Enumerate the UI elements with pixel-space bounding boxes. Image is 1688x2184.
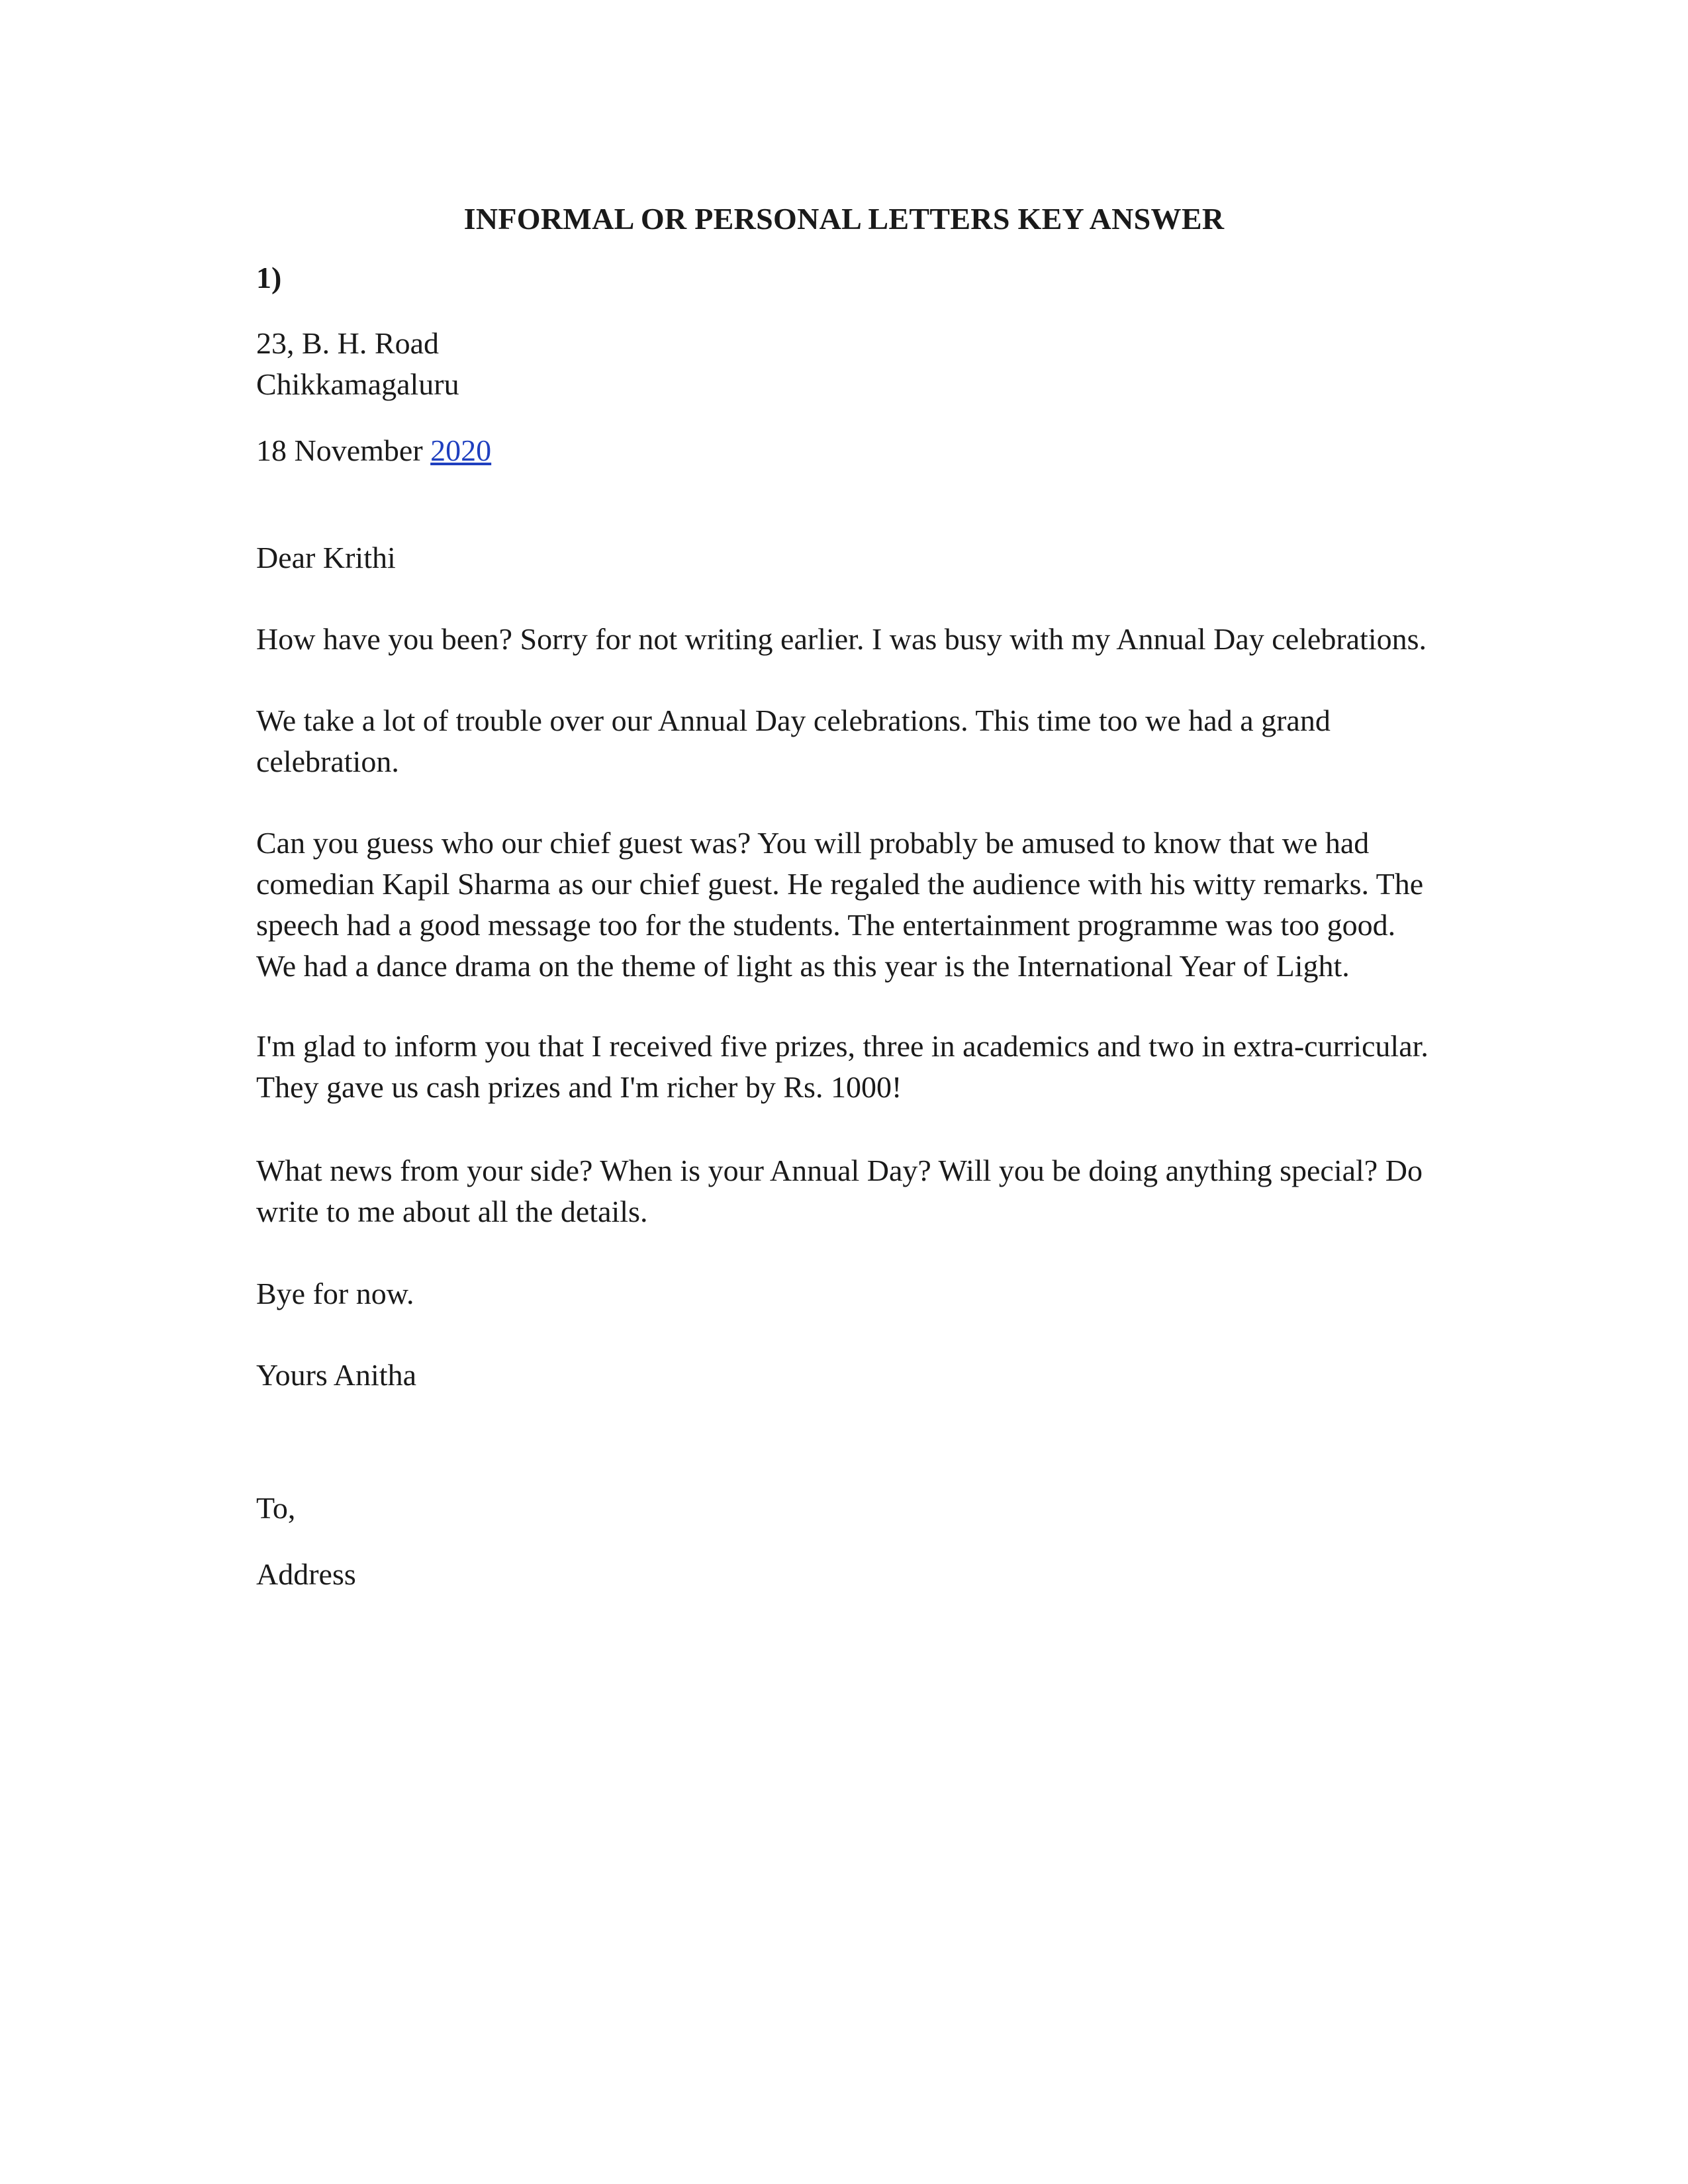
page-title: INFORMAL OR PERSONAL LETTERS KEY ANSWER xyxy=(463,202,1225,236)
to-address: Address xyxy=(256,1557,356,1591)
sender-address-line-2: Chikkamagaluru xyxy=(256,367,459,401)
date-year-link[interactable]: 2020 xyxy=(430,433,492,467)
sender-address-line-1: 23, B. H. Road xyxy=(256,326,439,360)
closing: Bye for now. xyxy=(256,1277,414,1310)
to-label: To, xyxy=(256,1491,296,1525)
body-paragraph-1: How have you been? Sorry for not writing earlier. I was busy with my Annual Day celebrations. xyxy=(256,622,1427,656)
body-paragraph-2: We take a lot of trouble over our Annual Day celebrations. This time too we had a grand celebration. xyxy=(256,704,1331,778)
question-number: 1) xyxy=(256,261,282,295)
salutation: Dear Krithi xyxy=(256,541,396,574)
signature: Yours Anitha xyxy=(256,1358,416,1392)
letter-date xyxy=(256,430,1448,471)
body-paragraph-4: I'm glad to inform you that I received five prizes, three in academics and two in extra-curricular. They gave us cash prizes and I'm richer by Rs. 1000! xyxy=(256,1029,1429,1104)
body-paragraph-3: Can you guess who our chief guest was? You will probably be amused to know that we had comedian Kapil Sharma as our chief guest. He regaled the audience with his witty remarks. The speech had a good message too for the students. The entertainment programme was too good. We had a dance drama on the theme of light as this year is the International Year of Light. xyxy=(256,826,1424,983)
body-paragraph-5: What news from your side? When is your Annual Day? Will you be doing anything special? Do write to me about all the details. xyxy=(256,1154,1423,1228)
date-day-month: 18 November xyxy=(256,433,431,467)
